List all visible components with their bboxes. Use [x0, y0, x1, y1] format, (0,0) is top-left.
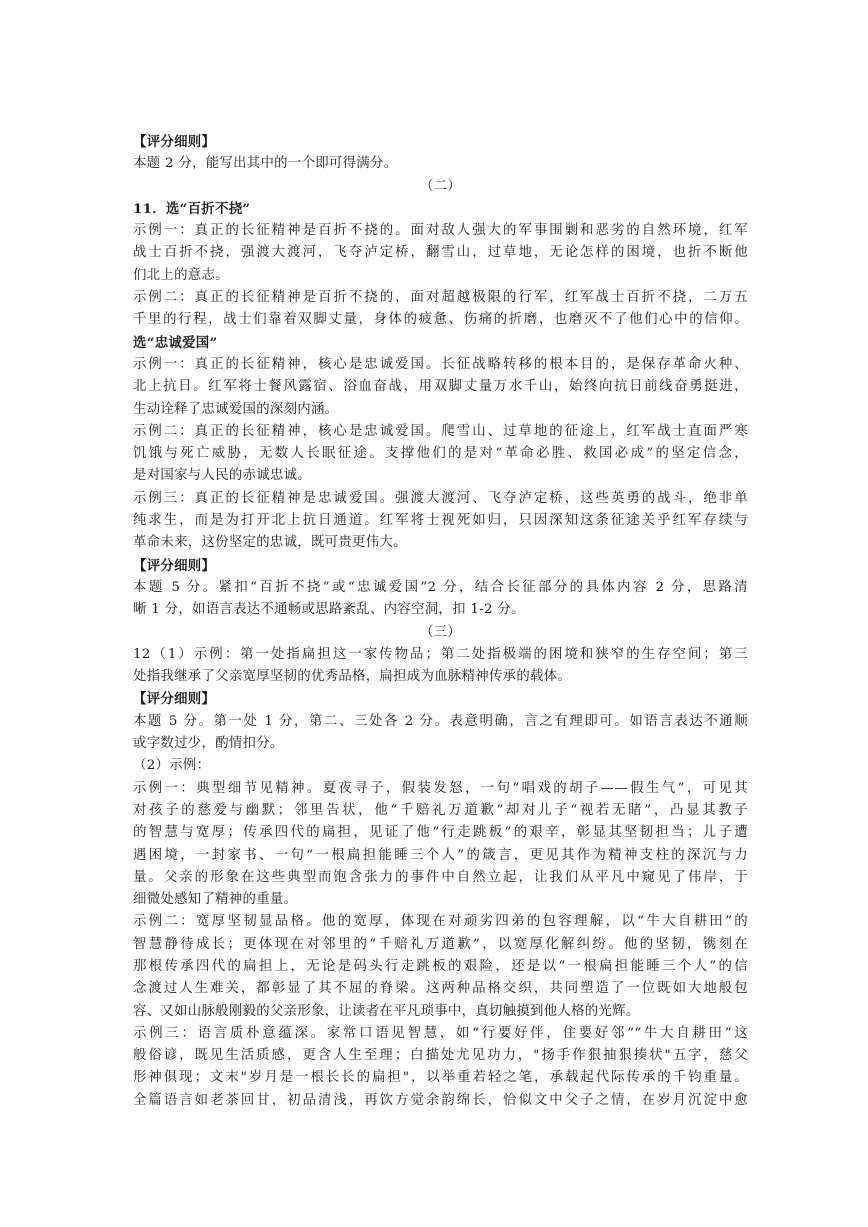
text-line: 对孩子的慈爱与幽默；邻里告状，他“千赔礼万道歉”却对儿子“视若无睹”，凸显其教子: [133, 802, 748, 818]
text-line: 是对国家与人民的赤诚忠诚。: [133, 468, 311, 484]
text-line: 示例三：真正的长征精神是忠诚爱国。强渡大渡河、飞夺泸定桥，这些英勇的战斗，绝非单: [133, 490, 748, 506]
text-line: 战士百折不挠，强渡大渡河，飞夺泸定桥，翻雪山，过草地，无论怎样的困境，也折不断他: [133, 245, 748, 261]
text-line: 本题 5 分。第一处 1 分，第二、三处各 2 分。表意明确，言之有理即可。如语言表达不通顺: [133, 713, 748, 729]
text-line: 生动诠释了忠诚爱国的深刻内涵。: [133, 401, 339, 417]
text-line: 的智慧与宽厚；传承四代的扁担，见证了他“行走跳板”的艰辛，彰显其坚韧担当；儿子遭: [133, 825, 748, 841]
text-line: 示例三：语言质朴意蕴深。家常口语见智慧，如“行要好伴，住要好邻”“牛大自耕田”这: [133, 1025, 748, 1041]
text-line: 全篇语言如老茶回甘，初品清浅，再饮方觉余韵绵长，恰似文中父子之情，在岁月沉淀中愈: [133, 1092, 748, 1108]
text-line: 示例一：真正的长征精神，核心是忠诚爱国。长征战略转移的根本目的，是保存革命火种、: [133, 356, 748, 372]
text-line: 形神俱现；文末"岁月是一根长长的扁担"，以举重若轻之笔，承载起代际传承的千钧重量。: [133, 1070, 748, 1086]
text-line: 千里的行程，战士们靠着双脚丈量，身体的疲惫、伤痛的折磨，也磨灭不了他们心中的信仰。: [133, 312, 748, 328]
text-line: 本题 5 分。紧扣“百折不挠”或“忠诚爱国”2 分，结合长征部分的具体内容 2 分，思路清: [133, 579, 748, 595]
text-line: 晰 1 分，如语言表达不通畅或思路紊乱、内容空洞，扣 1-2 分。: [133, 602, 525, 618]
text-line: 智慧静待成长；更体现在对邻里的“千赔礼万道歉”，以宽厚化解纠纷。他的坚韧，镌刻在: [133, 936, 748, 952]
text-line: 12（1）示例：第一处指扁担这一家传物品；第二处指极端的困境和狭窄的生存空间；第三: [133, 646, 748, 662]
text-line: 纯求生，而是为打开北上抗日通道。红军将士视死如归，只因深知这条征途关乎红军存续与: [133, 513, 748, 529]
text-line: 们北上的意志。: [133, 267, 229, 283]
text-line: 般俗谚，既见生活质感，更含人生至理；白描处尤见功力，"扬手作狠抽狠揍状"五字，慈父: [133, 1048, 748, 1064]
text-line: （三）: [419, 624, 462, 640]
text-line: 11．选“百折不挠”: [133, 200, 251, 217]
text-line: 选“忠诚爱国”: [133, 334, 218, 351]
text-line: （二）: [419, 178, 462, 194]
text-line: 示例二：真正的长征精神，核心是忠诚爱国。爬雪山、过草地的征途上，红军战士直面严寒: [133, 423, 748, 439]
text-line: 本题 2 分，能写出其中的一个即可得满分。: [133, 156, 398, 172]
text-line: 示例二：宽厚坚韧显品格。他的宽厚，体现在对顽劣四弟的包容理解，以“牛大自耕田”的: [133, 914, 748, 930]
text-line: 【评分细则】: [133, 557, 216, 574]
text-line: 饥饿与死亡威胁，无数人长眠征途。支撑他们的是对“革命必胜、救国必成”的坚定信念，: [133, 446, 748, 462]
text-line: 遇困境，一封家书、一句“一根扁担能睡三个人”的箴言，更见其作为精神支柱的深沉与力: [133, 847, 748, 863]
text-line: 示例一：真正的长征精神是百折不挠的。面对敌人强大的军事围剿和恶劣的自然环境，红军: [133, 223, 748, 239]
text-line: （2）示例：: [133, 758, 211, 774]
text-line: 细微处感知了精神的重量。: [133, 892, 298, 908]
text-line: 【评分细则】: [133, 134, 216, 150]
text-line: 量。父亲的形象在这些典型而饱含张力的事件中自然立起，让我们从平凡中窥见了伟岸，于: [133, 869, 748, 885]
text-line: 革命未来，这份坚定的忠诚，既可贵更伟大。: [133, 535, 407, 551]
text-line: 念渡过人生难关，都彰显了其不屈的脊梁。这两种品格交织，共同塑造了一位既如大地般包: [133, 981, 748, 997]
text-line: 【评分细则】: [133, 691, 216, 708]
text-line: 北上抗日。红军将士餐风露宿、浴血奋战，用双脚丈量万水千山，始终向抗日前线奋勇挺进，: [133, 379, 748, 395]
text-line: 容、又如山脉般刚毅的父亲形象，让读者在平凡琐事中，真切触摸到他人格的光辉。: [133, 1003, 640, 1019]
document-page: [133, 131, 748, 1112]
text-line: 示例二：真正的长征精神是百折不挠的，面对超越极限的行军，红军战士百折不挠，二万五: [133, 290, 748, 306]
text-line: 处指我继承了父亲宽厚坚韧的优秀品格，扁担成为血脉精神传承的载体。: [133, 669, 572, 685]
text-line: 或字数过少，酌情扣分。: [133, 736, 284, 752]
text-line: 示例一：典型细节见精神。夏夜寻子，假装发怒，一句“唱戏的胡子——假生气”，可见其: [133, 780, 748, 796]
text-line: 那根传承四代的扁担上，无论是码头行走跳板的艰险，还是以“一根扁担能睡三个人”的信: [133, 958, 748, 974]
